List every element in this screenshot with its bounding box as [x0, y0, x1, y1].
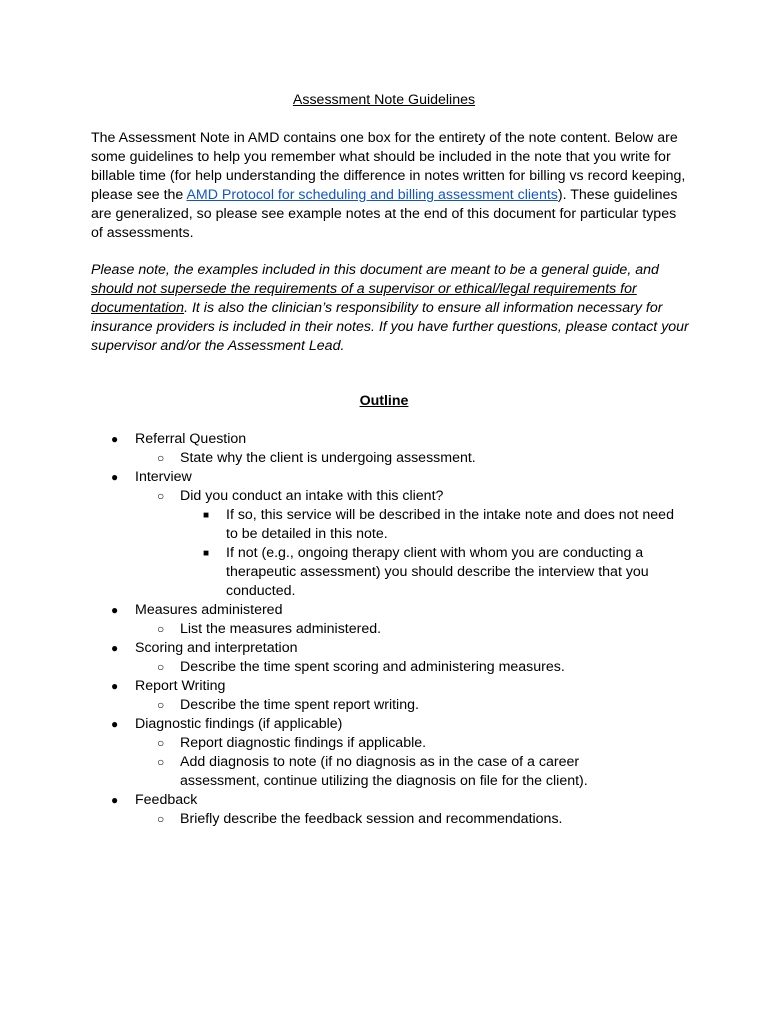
list-item [0, 810, 768, 829]
list-item [0, 639, 768, 658]
list-item [0, 677, 768, 696]
bullet-icon: ● [111, 717, 119, 731]
bullet-icon: ● [111, 679, 119, 693]
list-item-label: List the measures administered. [180, 621, 382, 637]
list-item [0, 468, 768, 487]
square-bullet-icon: ■ [203, 510, 210, 521]
list-item [0, 715, 768, 734]
circle-bullet-icon: ○ [157, 736, 165, 750]
list-item [0, 791, 768, 810]
list-item [0, 753, 768, 791]
list-item-label: Briefly describe the feedback session and recommendations. [180, 811, 563, 827]
list-item [0, 601, 768, 620]
list-item [0, 449, 768, 468]
disclaimer-text: Please note, the examples included in this document are meant to be a general guide, and [91, 262, 659, 278]
list-item-label: Scoring and interpretation [135, 640, 298, 656]
list-item-label: Report diagnostic findings if applicable. [180, 735, 427, 751]
list-item [0, 658, 768, 677]
intro-text-end: ). These guidelines are generalized, so please see example notes at the end of this document for particular types of assessments. [91, 187, 678, 241]
square-bullet-icon: ■ [203, 548, 210, 559]
bullet-icon: ● [111, 793, 119, 807]
bullet-icon: ● [111, 603, 119, 617]
amd-protocol-link[interactable]: AMD Protocol for scheduling and billing assessment clients [186, 187, 558, 203]
circle-bullet-icon: ○ [157, 660, 165, 674]
circle-bullet-icon: ○ [157, 451, 165, 465]
intro-paragraph [91, 129, 691, 243]
list-item [0, 620, 768, 639]
list-item-label: Describe the time spent scoring and administering measures. [180, 659, 565, 675]
list-item-label: Add diagnosis to note (if no diagnosis as in the case of a career assessment, continue utilizing the diagnosis on file for the client). [180, 754, 588, 789]
list-item-label: Report Writing [135, 678, 226, 694]
circle-bullet-icon: ○ [157, 755, 165, 769]
disclaimer-text-end: . It is also the clinician’s responsibility to ensure all information necessary for insurance providers is included in their notes. If you have further questions, please contact your supervisor and/or the Assessment Lead. [91, 300, 689, 354]
bullet-icon: ● [111, 432, 119, 446]
disclaimer-underlined-text: should not supersede the requirements of a supervisor or ethical/legal requirements for documentation [91, 281, 637, 316]
circle-bullet-icon: ○ [157, 489, 165, 503]
bullet-icon: ● [111, 470, 119, 484]
intro-text: The Assessment Note in AMD contains one box for the entirety of the note content. Below are some guidelines to help you remember what should be included in the note that you write for billable time (for help understanding the difference in notes written for billing vs record keeping, please see the [91, 130, 686, 203]
circle-bullet-icon: ○ [157, 622, 165, 636]
list-item [0, 544, 768, 601]
list-item [0, 696, 768, 715]
list-item [0, 506, 768, 544]
page-title: Assessment Note Guidelines [292, 92, 476, 108]
list-item [0, 430, 768, 449]
outline-list [0, 430, 768, 829]
list-item-label: State why the client is undergoing assessment. [180, 450, 476, 466]
list-item-label: Measures administered [135, 602, 283, 618]
disclaimer-paragraph [91, 261, 691, 356]
circle-bullet-icon: ○ [157, 812, 165, 826]
list-item-label: Describe the time spent report writing. [180, 697, 419, 713]
list-item-label: Did you conduct an intake with this client? [180, 488, 444, 504]
list-item-label: Feedback [135, 792, 198, 808]
bullet-icon: ● [111, 641, 119, 655]
circle-bullet-icon: ○ [157, 698, 165, 712]
list-item-label: If so, this service will be described in the intake note and does not need to be detailed in this note. [226, 507, 674, 542]
list-item [0, 487, 768, 506]
list-item-label: Referral Question [135, 431, 247, 447]
list-item-label: Interview [135, 469, 192, 485]
list-item [0, 734, 768, 753]
list-item-label: Diagnostic findings (if applicable) [135, 716, 343, 732]
list-item-label: If not (e.g., ongoing therapy client with whom you are conducting a therapeutic assessment) you should describe the interview that you conducted. [226, 545, 649, 599]
outline-heading: Outline [359, 393, 409, 409]
